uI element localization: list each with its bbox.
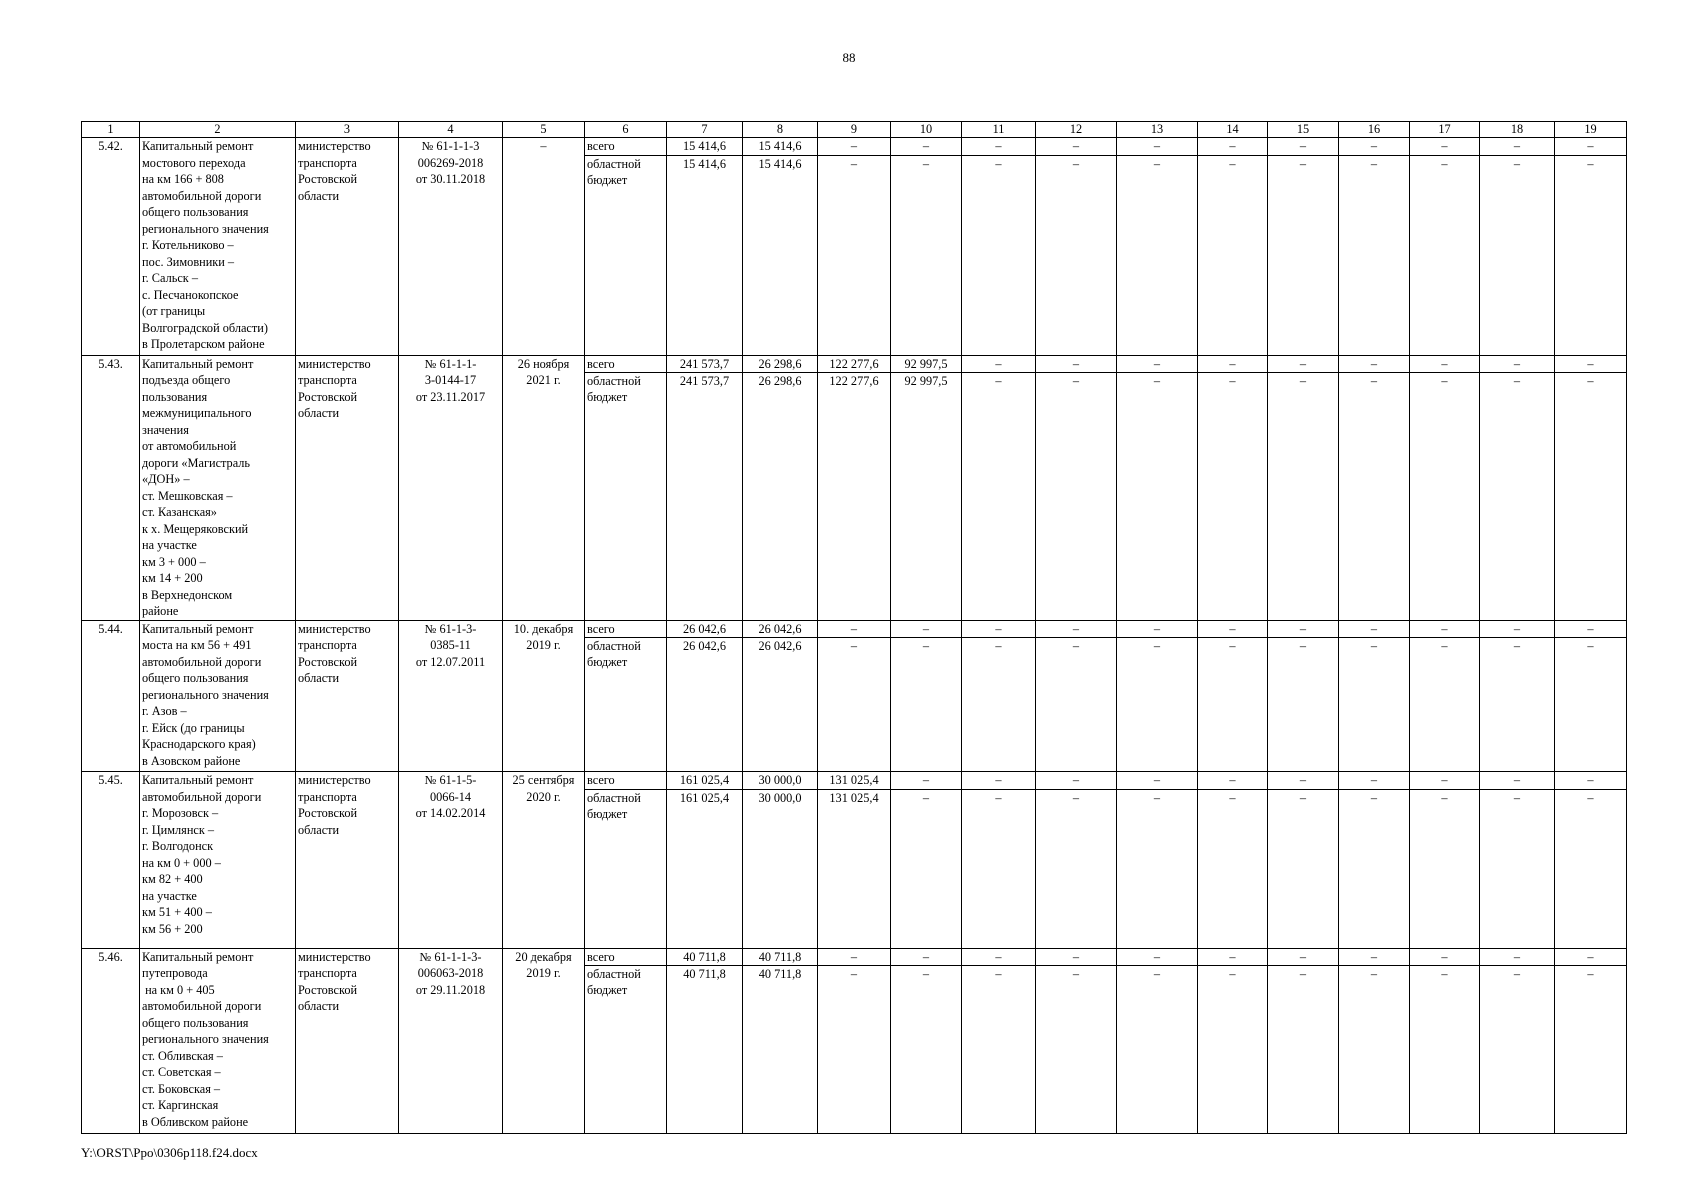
project-row [82, 355, 1627, 373]
total-value: – [1410, 772, 1480, 790]
budget-value: – [1410, 155, 1480, 355]
total-value: – [962, 948, 1036, 966]
budget-value: – [1198, 966, 1268, 1134]
budget-value: – [1410, 373, 1480, 620]
project-name: Капитальный ремонт путепровода на км 0 + 405 автомобильной дороги общего пользования регионального значения ст. Обливская – ст. Советская – ст. Боковская – ст. Каргинская в Обливском районе [140, 948, 296, 1134]
total-value: – [1339, 138, 1410, 156]
column-number-header: 8 [743, 122, 818, 138]
column-number-header: 11 [962, 122, 1036, 138]
project-name: Капитальный ремонт подъезда общего пользования межмуниципального значения от автомобильной дороги «Магистраль «ДОН» – ст. Мешковская – ст. Казанская» к х. Мещеряковский на участке км 3 + 000 – км 14 + 200 в Верхнедонском районе [140, 355, 296, 620]
total-value: – [891, 620, 962, 638]
budget-value: – [1555, 373, 1627, 620]
total-value: – [1117, 355, 1198, 373]
budget-value: – [1555, 155, 1627, 355]
row-number: 5.45. [82, 772, 140, 949]
total-value: – [1480, 138, 1555, 156]
total-value: – [1339, 355, 1410, 373]
budget-value: – [1198, 155, 1268, 355]
total-value: – [1555, 138, 1627, 156]
budget-value: – [1339, 966, 1410, 1134]
total-value: 161 025,4 [667, 772, 743, 790]
total-value: – [1555, 948, 1627, 966]
funding-source-regional-budget: областной бюджет [585, 789, 667, 948]
budget-value: 92 997,5 [891, 373, 962, 620]
budget-value: 26 042,6 [667, 638, 743, 772]
budget-value: 40 711,8 [667, 966, 743, 1134]
deadline: 26 ноября 2021 г. [503, 355, 585, 620]
total-value: – [1480, 948, 1555, 966]
total-value: – [1036, 948, 1117, 966]
budget-value: – [1410, 966, 1480, 1134]
total-value: – [1555, 620, 1627, 638]
budget-value: – [818, 966, 891, 1134]
budget-value: – [891, 789, 962, 948]
funding-source-regional-budget: областной бюджет [585, 966, 667, 1134]
total-value: – [1117, 948, 1198, 966]
budget-value: – [1555, 789, 1627, 948]
total-value: – [1480, 772, 1555, 790]
column-number-header: 17 [1410, 122, 1480, 138]
total-value: – [1117, 772, 1198, 790]
budget-value: – [891, 155, 962, 355]
total-value: – [1117, 620, 1198, 638]
total-value: – [818, 138, 891, 156]
budget-value: – [1339, 155, 1410, 355]
total-value: 40 711,8 [667, 948, 743, 966]
funding-source-total: всего [585, 948, 667, 966]
funding-source-regional-budget: областной бюджет [585, 373, 667, 620]
total-value: – [962, 772, 1036, 790]
total-value: – [962, 355, 1036, 373]
deadline: 25 сентября 2020 г. [503, 772, 585, 949]
total-value: – [891, 138, 962, 156]
budget-value: – [1480, 373, 1555, 620]
total-value: – [1410, 138, 1480, 156]
executor: министерство транспорта Ростовской области [296, 138, 399, 356]
budget-value: – [1198, 638, 1268, 772]
column-number-header: 13 [1117, 122, 1198, 138]
column-number-header: 7 [667, 122, 743, 138]
column-number-header: 12 [1036, 122, 1117, 138]
expertise-document: № 61-1-5- 0066-14 от 14.02.2014 [399, 772, 503, 949]
column-number-header: 1 [82, 122, 140, 138]
total-value: – [1198, 355, 1268, 373]
budget-value: 26 298,6 [743, 373, 818, 620]
budget-value: – [962, 966, 1036, 1134]
row-number: 5.42. [82, 138, 140, 356]
funding-source-total: всего [585, 772, 667, 790]
total-value: 26 042,6 [743, 620, 818, 638]
total-value: – [1117, 138, 1198, 156]
total-value: 241 573,7 [667, 355, 743, 373]
total-value: – [1339, 772, 1410, 790]
total-value: 92 997,5 [891, 355, 962, 373]
total-value: – [1555, 355, 1627, 373]
page-number: 88 [842, 50, 856, 65]
budget-value: – [891, 638, 962, 772]
expertise-document: № 61-1-1-3- 006063-2018 от 29.11.2018 [399, 948, 503, 1134]
expertise-document: № 61-1-3- 0385-11 от 12.07.2011 [399, 620, 503, 772]
budget-value: – [1268, 155, 1339, 355]
column-number-header: 14 [1198, 122, 1268, 138]
budget-value: 26 042,6 [743, 638, 818, 772]
funding-source-total: всего [585, 138, 667, 156]
column-number-header: 15 [1268, 122, 1339, 138]
total-value: – [1036, 772, 1117, 790]
total-value: 40 711,8 [743, 948, 818, 966]
row-number: 5.46. [82, 948, 140, 1134]
budget-value: 241 573,7 [667, 373, 743, 620]
project-name: Капитальный ремонт автомобильной дороги г. Морозовск – г. Цимлянск – г. Волгодонск на км 0 + 000 – км 82 + 400 на участке км 51 + 400 – км 56 + 200 [140, 772, 296, 949]
total-value: – [1198, 948, 1268, 966]
header-row [82, 122, 1627, 138]
expertise-document: № 61-1-1-3 006269-2018 от 30.11.2018 [399, 138, 503, 356]
investment-table [81, 121, 1627, 1134]
total-value: 15 414,6 [667, 138, 743, 156]
budget-value: – [1480, 155, 1555, 355]
deadline: – [503, 138, 585, 356]
budget-value: – [1480, 966, 1555, 1134]
funding-source-regional-budget: областной бюджет [585, 638, 667, 772]
column-number-header: 6 [585, 122, 667, 138]
column-number-header: 10 [891, 122, 962, 138]
column-number-header: 9 [818, 122, 891, 138]
total-value: – [1480, 355, 1555, 373]
project-row [82, 620, 1627, 638]
total-value: – [1198, 138, 1268, 156]
funding-source-total: всего [585, 355, 667, 373]
total-value: – [1339, 948, 1410, 966]
deadline: 10. декабря 2019 г. [503, 620, 585, 772]
column-number-header: 19 [1555, 122, 1627, 138]
total-value: – [1339, 620, 1410, 638]
total-value: – [1410, 355, 1480, 373]
budget-value: – [1117, 373, 1198, 620]
budget-value: – [1198, 789, 1268, 948]
project-name: Капитальный ремонт моста на км 56 + 491 автомобильной дороги общего пользования регионального значения г. Азов – г. Ейск (до границы Краснодарского края) в Азовском районе [140, 620, 296, 772]
budget-value: – [1555, 966, 1627, 1134]
budget-value: – [962, 789, 1036, 948]
total-value: – [1198, 772, 1268, 790]
funding-source-total: всего [585, 620, 667, 638]
budget-value: – [1036, 638, 1117, 772]
column-number-header: 16 [1339, 122, 1410, 138]
deadline: 20 декабря 2019 г. [503, 948, 585, 1134]
total-value: – [1268, 948, 1339, 966]
funding-source-regional-budget: областной бюджет [585, 155, 667, 355]
footer-file-path: Y:\ORST\Ppo\0306p118.f24.docx [81, 1145, 258, 1160]
executor: министерство транспорта Ростовской области [296, 948, 399, 1134]
total-value: 26 298,6 [743, 355, 818, 373]
budget-value: – [1268, 966, 1339, 1134]
budget-value: – [962, 373, 1036, 620]
budget-value: – [1117, 638, 1198, 772]
project-row [82, 138, 1627, 156]
column-number-header: 5 [503, 122, 585, 138]
total-value: – [1268, 138, 1339, 156]
total-value: 15 414,6 [743, 138, 818, 156]
total-value: – [1036, 620, 1117, 638]
budget-value: – [1117, 966, 1198, 1134]
budget-value: 30 000,0 [743, 789, 818, 948]
total-value: – [1410, 620, 1480, 638]
row-number: 5.43. [82, 355, 140, 620]
budget-value: – [1480, 638, 1555, 772]
total-value: 122 277,6 [818, 355, 891, 373]
executor: министерство транспорта Ростовской области [296, 620, 399, 772]
budget-value: – [1339, 638, 1410, 772]
total-value: – [1268, 355, 1339, 373]
column-number-header: 18 [1480, 122, 1555, 138]
project-row [82, 772, 1627, 790]
expertise-document: № 61-1-1- 3-0144-17 от 23.11.2017 [399, 355, 503, 620]
budget-value: – [1036, 966, 1117, 1134]
total-value: – [818, 620, 891, 638]
column-number-header: 3 [296, 122, 399, 138]
total-value: – [1480, 620, 1555, 638]
executor: министерство транспорта Ростовской области [296, 355, 399, 620]
budget-value: 40 711,8 [743, 966, 818, 1134]
total-value: 131 025,4 [818, 772, 891, 790]
budget-value: – [1198, 373, 1268, 620]
budget-value: – [818, 638, 891, 772]
total-value: – [962, 620, 1036, 638]
budget-value: – [1036, 789, 1117, 948]
budget-value: 15 414,6 [743, 155, 818, 355]
budget-value: – [818, 155, 891, 355]
budget-value: 122 277,6 [818, 373, 891, 620]
total-value: – [1555, 772, 1627, 790]
budget-value: – [1117, 155, 1198, 355]
budget-value: – [962, 155, 1036, 355]
total-value: 30 000,0 [743, 772, 818, 790]
total-value: – [818, 948, 891, 966]
total-value: – [962, 138, 1036, 156]
column-number-header: 2 [140, 122, 296, 138]
budget-value: – [891, 966, 962, 1134]
budget-value: 15 414,6 [667, 155, 743, 355]
budget-value: – [1117, 789, 1198, 948]
budget-value: – [1339, 789, 1410, 948]
total-value: – [1198, 620, 1268, 638]
total-value: – [891, 948, 962, 966]
column-number-header: 4 [399, 122, 503, 138]
executor: министерство транспорта Ростовской области [296, 772, 399, 949]
total-value: – [1410, 948, 1480, 966]
project-name: Капитальный ремонт мостового перехода на км 166 + 808 автомобильной дороги общего пользования регионального значения г. Котельниково – пос. Зимовники – г. Сальск – с. Песчанокопское (от границы Волгоградской области) в Пролетарском районе [140, 138, 296, 356]
budget-value: – [962, 638, 1036, 772]
budget-value: – [1268, 373, 1339, 620]
total-value: – [891, 772, 962, 790]
budget-value: – [1555, 638, 1627, 772]
budget-value: – [1036, 155, 1117, 355]
budget-value: – [1410, 638, 1480, 772]
budget-value: – [1036, 373, 1117, 620]
row-number: 5.44. [82, 620, 140, 772]
budget-value: 161 025,4 [667, 789, 743, 948]
project-row [82, 948, 1627, 966]
budget-value: 131 025,4 [818, 789, 891, 948]
budget-value: – [1410, 789, 1480, 948]
budget-value: – [1480, 789, 1555, 948]
total-value: 26 042,6 [667, 620, 743, 638]
budget-value: – [1339, 373, 1410, 620]
total-value: – [1036, 355, 1117, 373]
total-value: – [1036, 138, 1117, 156]
budget-value: – [1268, 789, 1339, 948]
budget-value: – [1268, 638, 1339, 772]
total-value: – [1268, 772, 1339, 790]
total-value: – [1268, 620, 1339, 638]
